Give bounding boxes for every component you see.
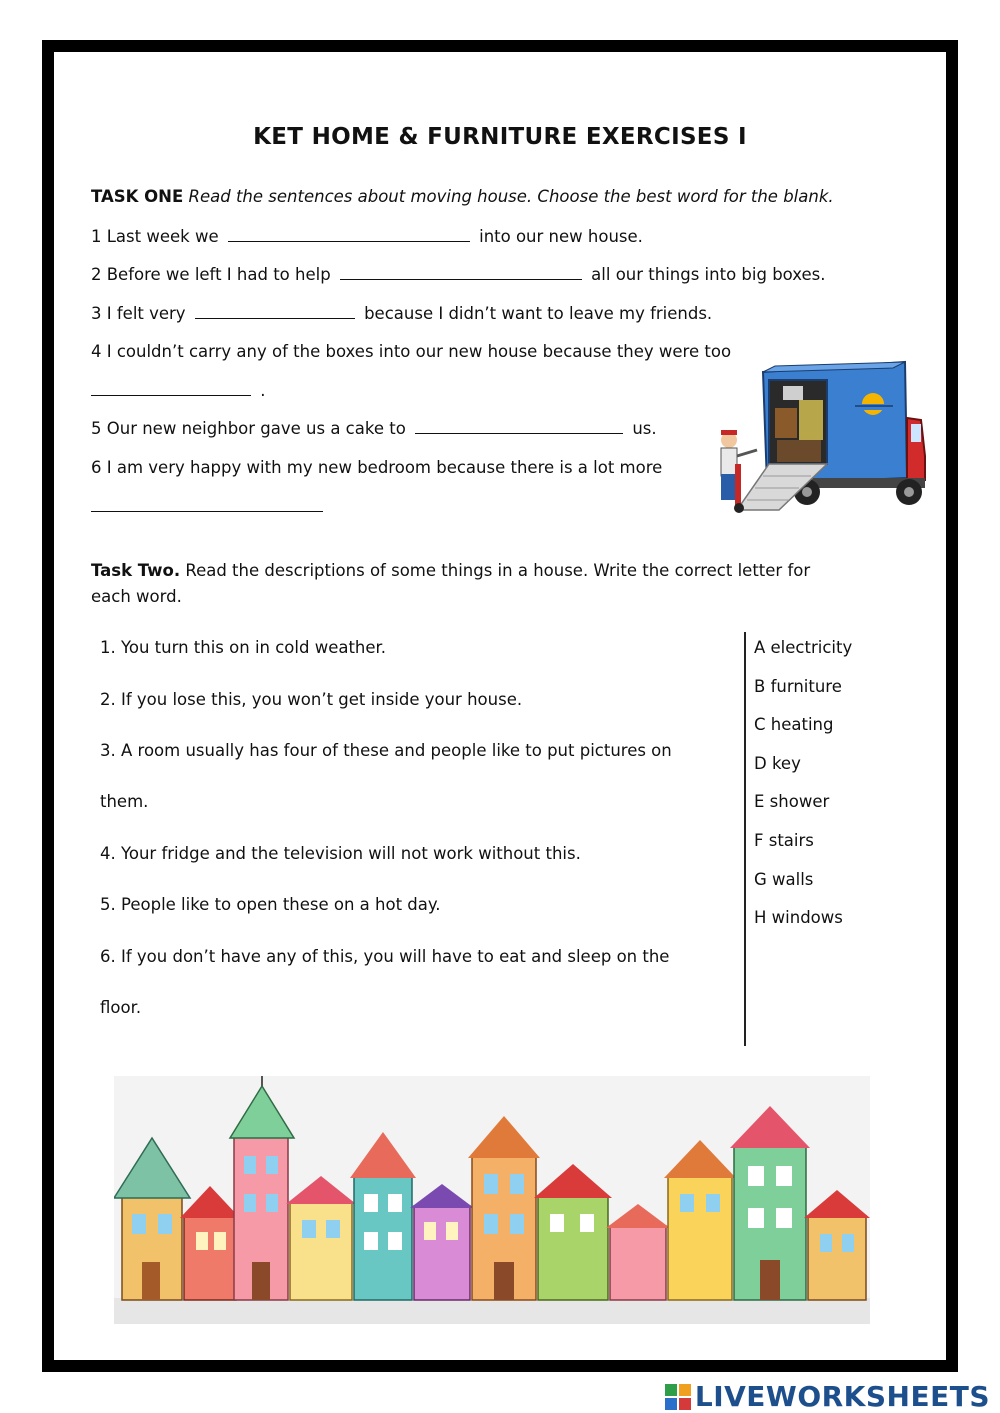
item-text: because I didn’t want to leave my friends. [364, 304, 713, 323]
item-text: . [260, 381, 266, 400]
house [290, 1202, 352, 1300]
item-text: 2 Before we left I had to help [91, 265, 331, 284]
task-two-item: 5. People like to open these on a hot day. [100, 895, 441, 914]
house [184, 1216, 236, 1300]
task-one-instruction: Read the sentences about moving house. Choose the best word for the blank. [188, 187, 834, 206]
task-two-item: 1. You turn this on in cold weather. [100, 638, 387, 657]
brand-text: LIVEWORKSHEETS [694, 1380, 990, 1413]
task-one-label: TASK ONE [91, 187, 184, 206]
task-two-heading [91, 561, 810, 580]
task-two-item: 3. A room usually has four of these and people like to put pictures on [100, 741, 672, 760]
house [668, 1176, 732, 1300]
answer-option: D key [754, 754, 801, 773]
answer-blank[interactable] [91, 381, 251, 396]
task-two-item-continued: them. [100, 792, 149, 811]
item-text: 1 Last week we [91, 227, 219, 246]
item-text: 4 I couldn’t carry any of the boxes into our new house because they were too [91, 342, 732, 361]
task-one-heading [91, 187, 834, 206]
task-two-instruction: Read the descriptions of some things in a house. Write the correct letter for [185, 561, 811, 580]
house [538, 1196, 608, 1300]
answer-option: E shower [754, 792, 830, 811]
task-one-item [91, 342, 731, 361]
answer-option: C heating [754, 715, 834, 734]
item-text: 6 I am very happy with my new bedroom because there is a lot more [91, 458, 663, 477]
answer-option: A electricity [754, 638, 853, 657]
item-text: into our new house. [479, 227, 643, 246]
answer-option: H windows [754, 908, 843, 927]
task-two-item: 4. Your fridge and the television will not work without this. [100, 844, 581, 863]
item-text: 3 I felt very [91, 304, 186, 323]
item-text: all our things into big boxes. [591, 265, 826, 284]
task-two-item: 6. If you don’t have any of this, you will have to eat and sleep on the [100, 947, 670, 966]
house [808, 1216, 866, 1300]
task-one-item-continued [91, 381, 266, 400]
house [610, 1226, 666, 1300]
page-title: KET HOME & FURNITURE EXERCISES I [253, 124, 747, 150]
task-one-item [91, 458, 662, 477]
house [354, 1176, 412, 1300]
task-one-item [91, 265, 826, 284]
answer-blank[interactable] [195, 304, 355, 319]
moving-truck-illustration [715, 360, 927, 515]
item-text: 5 Our new neighbor gave us a cake to [91, 419, 406, 438]
house [414, 1206, 470, 1300]
task-one-item-continued [91, 497, 327, 516]
answer-blank[interactable] [415, 419, 623, 434]
liveworksheets-mark-icon [665, 1384, 691, 1410]
task-two-label: Task Two. [91, 561, 181, 580]
answer-option: B furniture [754, 677, 842, 696]
task-one-item [91, 304, 712, 323]
answer-option: F stairs [754, 831, 814, 850]
task-one-item [91, 227, 643, 246]
houses-illustration [114, 1076, 870, 1324]
answer-blank[interactable] [91, 497, 323, 512]
task-two-item: 2. If you lose this, you won’t get inside your house. [100, 690, 523, 709]
task-two-item-continued: floor. [100, 998, 142, 1017]
answer-option: G walls [754, 870, 814, 889]
task-one-item [91, 419, 657, 438]
answer-blank[interactable] [340, 265, 582, 280]
liveworksheets-logo [665, 1380, 990, 1413]
task-two-instruction-continued: each word. [91, 587, 182, 606]
item-text: us. [632, 419, 657, 438]
answer-blank[interactable] [228, 227, 470, 242]
options-divider [744, 632, 746, 1046]
